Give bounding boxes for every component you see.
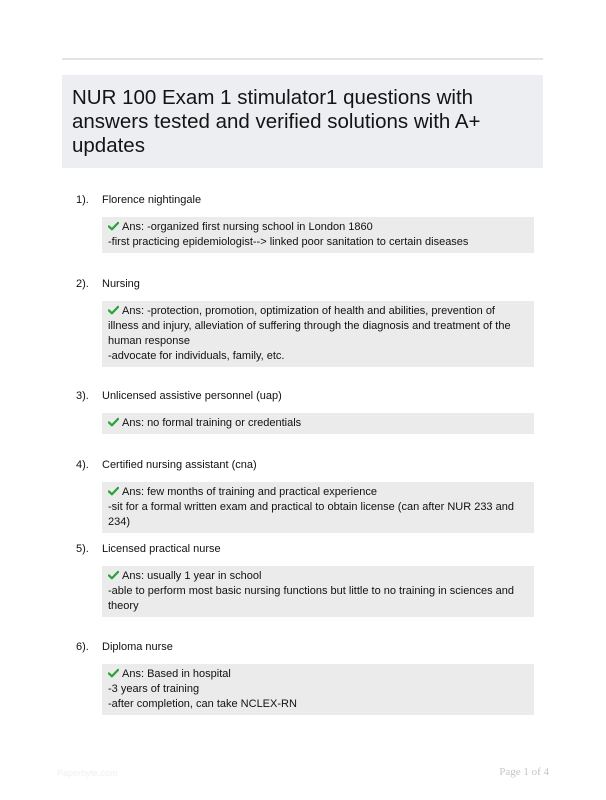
- answer-box: [102, 482, 534, 533]
- answer-line: [108, 304, 528, 349]
- question-term: Diploma nurse: [102, 641, 173, 653]
- check-icon: [108, 486, 119, 496]
- check-icon: [108, 221, 119, 231]
- question-number: 5).: [76, 543, 89, 555]
- answer-line: -able to perform most basic nursing functions but little to no training in sciences and theory: [108, 585, 514, 612]
- answer-box: [102, 413, 534, 434]
- answer-line: -advocate for individuals, family, etc.: [108, 350, 285, 362]
- answer-text: Ans: Based in hospital: [122, 668, 231, 680]
- check-icon: [108, 570, 119, 580]
- page-title: NUR 100 Exam 1 stimulator1 questions with answers tested and verified solutions with A+ updates: [72, 86, 481, 157]
- answer-box: [102, 664, 534, 715]
- question-term: Florence nightingale: [102, 194, 202, 206]
- answer-text: Ans: -protection, promotion, optimization of health and abilities, prevention of illness and injury, alleviation of suffering through the diagnosis and treatment of the human response: [108, 305, 511, 347]
- question-number: 6).: [76, 641, 89, 653]
- question-term: Licensed practical nurse: [102, 543, 221, 555]
- question-number: 2).: [76, 278, 89, 290]
- answer-text: Ans: usually 1 year in school: [122, 570, 262, 582]
- footer-watermark: Paperbyte.com: [57, 768, 118, 778]
- question-number: 4).: [76, 459, 89, 471]
- answer-box: [102, 301, 534, 367]
- question-number: 3).: [76, 390, 89, 402]
- answer-text: Ans: few months of training and practical experience: [122, 486, 377, 498]
- answer-line: [108, 220, 528, 235]
- answer-line: -first practicing epidemiologist--> linked poor sanitation to certain diseases: [108, 236, 469, 248]
- answer-line: [108, 485, 528, 500]
- question-term: Unlicensed assistive personnel (uap): [102, 390, 282, 402]
- answer-line: -sit for a formal written exam and practical to obtain license (can after NUR 233 and 234): [108, 501, 514, 528]
- question-term: Certified nursing assistant (cna): [102, 459, 257, 471]
- question-number: 1).: [76, 194, 89, 206]
- question-term: Nursing: [102, 278, 140, 290]
- title-banner: [62, 75, 543, 168]
- answer-line: -after completion, can take NCLEX-RN: [108, 698, 297, 710]
- answer-text: Ans: no formal training or credentials: [122, 417, 302, 429]
- answer-line: [108, 667, 528, 682]
- answer-line: -3 years of training: [108, 683, 200, 695]
- check-icon: [108, 417, 119, 427]
- answer-line: [108, 416, 528, 431]
- page-indicator: Page 1 of 4: [499, 766, 549, 778]
- answer-text: Ans: -organized first nursing school in London 1860: [122, 221, 373, 233]
- answer-line: [108, 569, 528, 584]
- check-icon: [108, 668, 119, 678]
- check-icon: [108, 305, 119, 315]
- answer-box: [102, 217, 534, 253]
- answer-box: [102, 566, 534, 617]
- top-divider: [62, 58, 543, 60]
